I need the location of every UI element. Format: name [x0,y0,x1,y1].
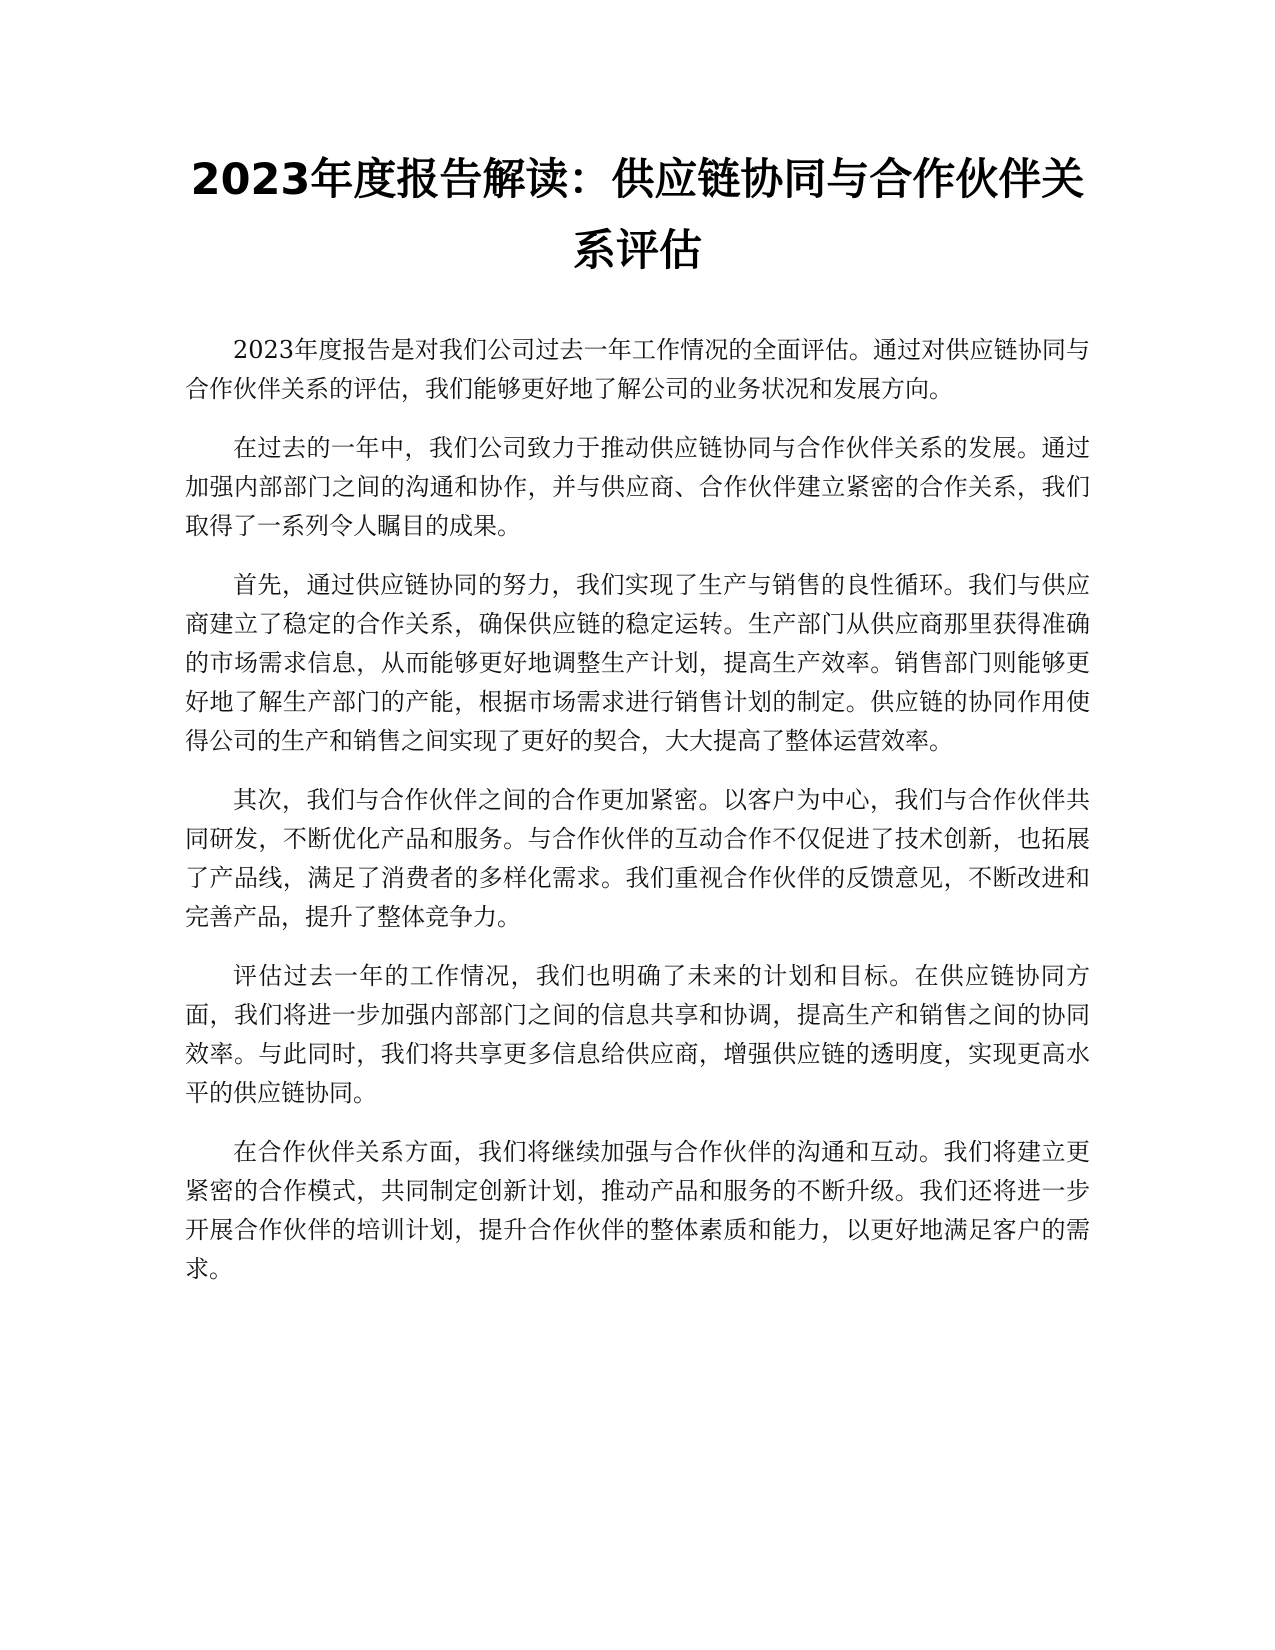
document-title: 2023年度报告解读：供应链协同与合作伙伴关系评估 [190,155,1085,276]
paragraph-supply-chain: 首先，通过供应链协同的努力，我们实现了生产与销售的良性循环。我们与供应商建立了稳定的合作关系，确保供应链的稳定运转。生产部门从供应商那里获得准确的市场需求信息，从而能够更好地调整生产计划，提高生产效率。销售部门则能够更好地了解生产部门的产能，根据市场需求进行销售计划的制定。供应链的协同作用使得公司的生产和销售之间实现了更好的契合，大大提高了整体运营效率。 [185,571,1090,755]
paragraph-future-partners: 在合作伙伴关系方面，我们将继续加强与合作伙伴的沟通和互动。我们将建立更紧密的合作模式，共同制定创新计划，推动产品和服务的不断升级。我们还将进一步开展合作伙伴的培训计划，提升合作伙伴的整体素质和能力，以更好地满足客户的需求。 [185,1138,1090,1283]
paragraph-partners: 其次，我们与合作伙伴之间的合作更加紧密。以客户为中心，我们与合作伙伴共同研发，不断优化产品和服务。与合作伙伴的互动合作不仅促进了技术创新，也拓展了产品线，满足了消费者的多样化需求。我们重视合作伙伴的反馈意见，不断改进和完善产品，提升了整体竞争力。 [185,786,1090,931]
document-body [185,331,1090,1289]
paragraph-overview: 在过去的一年中，我们公司致力于推动供应链协同与合作伙伴关系的发展。通过加强内部部门之间的沟通和协作，并与供应商、合作伙伴建立紧密的合作关系，我们取得了一系列令人瞩目的成果。 [185,434,1090,540]
paragraph-intro: 2023年度报告是对我们公司过去一年工作情况的全面评估。通过对供应链协同与合作伙伴关系的评估，我们能够更好地了解公司的业务状况和发展方向。 [185,336,1090,403]
document-page [185,145,1090,1309]
paragraph-future-supply-chain: 评估过去一年的工作情况，我们也明确了未来的计划和目标。在供应链协同方面，我们将进一步加强内部部门之间的信息共享和协调，提高生产和销售之间的协同效率。与此同时，我们将共享更多信息给供应商，增强供应链的透明度，实现更高水平的供应链协同。 [185,962,1090,1107]
